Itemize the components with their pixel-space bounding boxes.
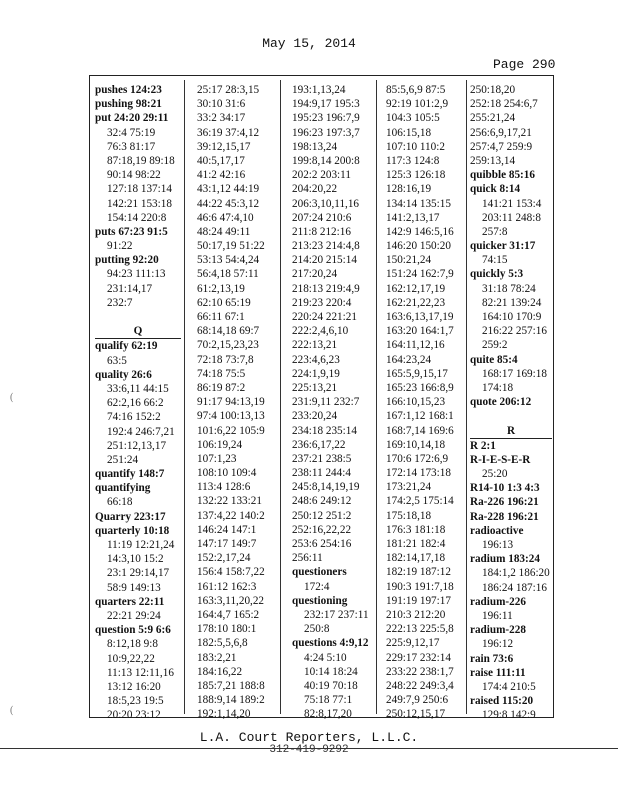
index-entry-line: 257:4,7 259:9	[470, 140, 533, 153]
index-entry-term: radium-226	[470, 595, 526, 608]
index-entry-line: 132:22 133:21	[197, 495, 262, 508]
index-entry-line: 36:19 37:4,12	[197, 126, 260, 139]
footer-phone: 312-419-9292	[269, 744, 349, 756]
index-entry-line: 164:11,12,16	[386, 339, 445, 352]
index-entry-line: 210:3 212:20	[386, 608, 446, 621]
index-entry-line: 256:6,9,17,21	[470, 126, 532, 139]
index-entry-line: 74:18 75:5	[197, 367, 246, 380]
index-entry-line: 231:14,17	[107, 282, 153, 295]
index-entry-line: 33:2 34:17	[197, 112, 246, 125]
index-entry-line: 4:24 5:10	[304, 651, 347, 664]
index-entry-line: 222:13,21	[292, 339, 338, 352]
index-entry-line: 33:6,11 44:15	[107, 382, 169, 395]
index-entry-line: 117:3 124:8	[386, 154, 440, 167]
index-entry-line: 198:13,24	[292, 140, 338, 153]
index-entry-term: qualify 62:19	[95, 340, 158, 353]
index-entry-line: 13:12 16:20	[107, 680, 161, 693]
index-entry-line: 259:2	[482, 339, 508, 352]
index-entry-line: 163:3,11,20,22	[197, 594, 265, 607]
index-entry-term: pushes 124:23	[95, 84, 162, 96]
index-entry-line: 39:12,15,17	[197, 140, 251, 153]
index-entry-line: 172:4	[304, 580, 330, 593]
index-entry-line: 206:3,10,11,16	[292, 197, 360, 210]
index-entry-line: 255:21,24	[470, 112, 516, 125]
index-entry-line: 22:21 29:24	[107, 609, 161, 622]
index-entry-line: 151:24 162:7,9	[386, 268, 454, 281]
column-divider	[184, 80, 185, 714]
index-entry-line: 75:18 77:1	[304, 694, 353, 707]
index-entry-line: 63:5	[107, 354, 127, 367]
index-entry-line: 250:8	[304, 623, 330, 636]
index-entry-line: 250:18,20	[470, 84, 516, 96]
index-entry-line: 48:24 49:11	[197, 225, 251, 238]
index-entry-term: quickly 5:3	[470, 268, 524, 281]
index-entry-line: 233:20,24	[292, 410, 338, 423]
index-entry-line: 225:13,21	[292, 381, 338, 394]
index-entry-line: 141:2,13,17	[386, 211, 440, 224]
index-entry-line: 196:23 197:3,7	[292, 126, 360, 139]
index-entry-line: 92:19 101:2,9	[386, 98, 449, 111]
index-entry-term: questioners	[292, 566, 347, 579]
index-entry-line: 232:7	[107, 296, 133, 309]
index-entry-line: 113:4 128:6	[197, 481, 251, 494]
index-entry-line: 161:12 162:3	[197, 580, 257, 593]
index-entry-line: 162:21,22,23	[386, 296, 446, 309]
index-entry-line: 156:4 158:7,22	[197, 566, 265, 579]
index-entry-line: 94:23 111:13	[107, 268, 166, 281]
index-entry-line: 74:16 152:2	[107, 411, 161, 424]
index-entry-line: 87:18,19 89:18	[107, 154, 175, 167]
index-entry-line: 40:5,17,17	[197, 154, 245, 167]
index-entry-line: 72:18 73:7,8	[197, 353, 254, 366]
index-entry-line: 195:23 196:7,9	[292, 112, 360, 125]
index-entry-line: 142:21 153:18	[107, 197, 172, 210]
index-entry-line: 76:3 81:17	[107, 140, 156, 153]
index-entry-line: 234:18 235:14	[292, 424, 357, 437]
index-column-1	[95, 83, 181, 722]
column-divider	[376, 80, 377, 714]
index-entry-line: 108:10 109:4	[197, 467, 257, 480]
index-entry-term: raised 115:20	[470, 695, 534, 708]
index-entry-line: 245:8,14,19,19	[292, 481, 360, 494]
index-entry-term: quarterly 10:18	[95, 524, 170, 537]
index-entry-line: 166:10,15,23	[386, 396, 446, 409]
index-entry-line: 86:19 87:2	[197, 381, 246, 394]
index-entry-line: 44:22 45:3,12	[197, 197, 260, 210]
index-entry-line: 129:8 142:9	[482, 709, 536, 722]
index-entry-line: 164:10 170:9	[482, 311, 542, 323]
index-entry-term: putting 92:20	[95, 254, 159, 267]
index-entry-line: 82:21 139:24	[482, 296, 542, 309]
index-entry-line: 188:9,14 189:2	[197, 694, 265, 707]
index-entry-term: quality 26:6	[95, 368, 152, 381]
index-entry-line: 97:4 100:13,13	[197, 410, 265, 423]
index-entry-line: 193:1,13,24	[292, 84, 346, 96]
index-entry-line: 32:4 75:19	[107, 126, 156, 139]
index-entry-line: 202:2 203:11	[292, 169, 351, 182]
index-entry-line: 91:22	[107, 240, 133, 253]
index-entry-line: 25:20	[482, 468, 508, 481]
index-entry-line: 192:1,14,20	[197, 708, 251, 721]
index-entry-line: 173:21,24	[386, 481, 432, 494]
footer-company: L.A. Court Reporters, L.L.C.	[199, 730, 419, 745]
page-number: Page 290	[493, 57, 556, 72]
index-entry-line: 216:22 257:16	[482, 325, 547, 338]
index-entry-line: 181:21 182:4	[386, 538, 446, 550]
index-entry-term: R14-10 1:3 4:3	[470, 482, 540, 495]
index-entry-line: 191:19 197:17	[386, 594, 451, 607]
index-entry-line: 174:2,5 175:14	[386, 495, 454, 508]
index-entry-line: 186:24 187:16	[482, 581, 547, 594]
index-entry-term: radioactive	[470, 524, 524, 537]
index-entry-line: 253:6 254:16	[292, 538, 352, 550]
index-entry-line: 18:5,23 19:5	[107, 695, 164, 708]
index-entry-line: 184:16,22	[197, 665, 243, 678]
index-entry-line: 251:12,13,17	[107, 439, 167, 452]
index-entry-line: 185:7,21 188:8	[197, 679, 265, 692]
index-entry-line: 190:3 191:7,18	[386, 580, 454, 593]
index-entry-line: 207:24 210:6	[292, 211, 352, 224]
index-entry-line: 25:17 28:3,15	[197, 84, 260, 96]
index-entry-line: 211:8 212:16	[292, 225, 351, 238]
index-entry-line: 229:17 232:14	[386, 651, 451, 664]
index-entry-line: 174:18	[482, 381, 514, 394]
index-entry-line: 20:20 23:12	[107, 709, 161, 722]
index-entry-line: 257:8	[482, 225, 508, 238]
index-entry-line: 259:13,14	[470, 154, 516, 167]
index-entry-term: Ra-228 196:21	[470, 510, 539, 523]
index-entry-line: 169:10,14,18	[386, 438, 446, 451]
index-entry-term: raise 111:11	[470, 666, 526, 679]
index-entry-line: 178:10 180:1	[197, 623, 257, 636]
index-entry-line	[470, 409, 552, 423]
index-entry-line: 225:9,12,17	[386, 637, 440, 650]
index-section-letter: R	[470, 424, 552, 439]
index-entry-term: quibble 85:16	[470, 169, 535, 182]
index-section-letter: Q	[95, 324, 181, 339]
index-entry-term: quicker 31:17	[470, 240, 536, 253]
index-entry-line: 204:20,22	[292, 183, 338, 196]
index-entry-line: 10:9,22,22	[107, 652, 155, 665]
index-entry-line: 70:2,15,23,23	[197, 339, 259, 352]
index-entry-term: quantifying	[95, 482, 151, 495]
index-column-5	[470, 83, 552, 722]
index-entry-line: 164:4,7 165:2	[197, 608, 260, 621]
column-divider	[466, 80, 467, 714]
index-entry-line: 249:7,9 250:6	[386, 694, 449, 707]
index-entry-term: puts 67:23 91:5	[95, 225, 168, 238]
index-entry-line: 164:23,24	[386, 353, 432, 366]
index-entry-line: 150:21,24	[386, 254, 432, 267]
index-entry-line: 219:23 220:4	[292, 296, 352, 309]
index-entry-line: 14:3,10 15:2	[107, 553, 164, 566]
index-entry-line: 106:19,24	[197, 438, 243, 451]
index-entry-line: 203:11 248:8	[482, 211, 541, 224]
index-entry-line: 68:14,18 69:7	[197, 325, 260, 338]
index-entry-line: 30:10 31:6	[197, 98, 246, 111]
index-column-3	[292, 83, 374, 721]
index-entry-term: Ra-226 196:21	[470, 496, 539, 509]
index-entry-line: 152:2,17,24	[197, 552, 251, 565]
index-entry-line: 170:6 172:6,9	[386, 452, 449, 465]
index-entry-line: 163:6,13,17,19	[386, 311, 454, 323]
index-entry-line: 74:15	[482, 254, 508, 267]
index-entry-line: 183:2,21	[197, 651, 237, 664]
index-entry-line: 46:6 47:4,10	[197, 211, 254, 224]
index-entry-line: 220:24 221:21	[292, 311, 357, 323]
index-entry-line: 217:20,24	[292, 268, 338, 281]
index-entry-line: 125:3 126:18	[386, 169, 446, 182]
index-entry-line: 223:4,6,23	[292, 353, 340, 366]
index-entry-line: 141:21 153:4	[482, 197, 542, 210]
index-entry-line: 137:4,22 140:2	[197, 509, 265, 522]
index-entry-line: 8:12,18 9:8	[107, 638, 158, 651]
index-entry-line: 238:11 244:4	[292, 467, 351, 480]
index-entry-line: 165:5,9,15,17	[386, 367, 448, 380]
index-entry-line: 174:4 210:5	[482, 680, 536, 693]
index-entry-line: 107:10 110:2	[386, 140, 445, 153]
column-divider	[280, 80, 281, 714]
index-entry-line: 41:2 42:16	[197, 169, 246, 182]
index-entry-term: R 2:1	[470, 439, 496, 452]
index-entry-line: 222:13 225:5,8	[386, 623, 454, 636]
index-entry-line: 58:9 149:13	[107, 581, 161, 594]
index-entry-line: 196:13	[482, 539, 514, 551]
index-entry-line: 146:24 147:1	[197, 523, 257, 536]
index-entry-line: 165:23 166:8,9	[386, 381, 454, 394]
index-entry-line: 213:23 214:4,8	[292, 240, 360, 253]
index-entry-line: 196:11	[482, 609, 513, 622]
index-entry-line: 106:15,18	[386, 126, 432, 139]
index-entry-line: 82:8,17,20	[304, 708, 352, 721]
index-entry-line: 168:7,14 169:6	[386, 424, 454, 437]
index-column-4	[386, 83, 464, 721]
index-entry-term: quarters 22:11	[95, 595, 165, 608]
index-entry-term: R-I-E-S-E-R	[470, 453, 531, 466]
index-entry-term: radium-228	[470, 624, 526, 637]
index-entry-line: 154:14 220:8	[107, 211, 167, 224]
index-entry-line: 236:6,17,22	[292, 438, 346, 451]
index-entry-line: 252:16,22,22	[292, 523, 352, 536]
index-entry-line: 11:19 12:21,24	[107, 539, 175, 551]
index-entry-line: 184:1,2 186:20	[482, 567, 550, 580]
index-entry-line: 176:3 181:18	[386, 523, 446, 536]
index-entry-line: 251:24	[107, 453, 139, 466]
index-entry-line: 163:20 164:1,7	[386, 325, 454, 338]
index-entry-line: 175:18,18	[386, 509, 432, 522]
margin-mark: (	[10, 392, 14, 403]
margin-mark: (	[10, 705, 14, 716]
index-entry-line: 252:18 254:6,7	[470, 98, 538, 111]
index-entry-term: questioning	[292, 594, 348, 607]
index-entry-line: 250:12 251:2	[292, 509, 352, 522]
header-date: May 15, 2014	[262, 36, 356, 51]
index-entry-line: 91:17 94:13,19	[197, 396, 265, 409]
index-entry-line: 162:12,17,19	[386, 282, 446, 295]
index-entry-line: 182:14,17,18	[386, 552, 446, 565]
index-entry-line: 248:6 249:12	[292, 495, 352, 508]
index-entry-line: 232:17 237:11	[304, 608, 369, 621]
index-entry-term: quote 206:12	[470, 396, 532, 409]
index-entry-term: question 5:9 6:6	[95, 624, 171, 637]
index-entry-line: 53:13 54:4,24	[197, 254, 260, 267]
index-entry-line: 50:17,19 51:22	[197, 240, 265, 253]
index-entry-term: quite 85:4	[470, 353, 518, 366]
index-entry-term: radium 183:24	[470, 553, 540, 566]
index-entry-line: 142:9 146:5,16	[386, 225, 454, 238]
index-entry-line: 85:5,6,9 87:5	[386, 84, 446, 96]
index-entry-term: Quarry 223:17	[95, 510, 166, 523]
index-entry-line: 23:1 29:14,17	[107, 567, 170, 580]
index-entry-line: 224:1,9,19	[292, 367, 340, 380]
index-entry-line: 43:1,12 44:19	[197, 183, 260, 196]
index-entry-line: 182:5,5,6,8	[197, 637, 248, 650]
index-entry-line: 128:16,19	[386, 183, 432, 196]
index-entry-line: 199:8,14 200:8	[292, 154, 360, 167]
index-entry-line: 56:4,18 57:11	[197, 268, 259, 281]
index-entry-line: 127:18 137:14	[107, 183, 172, 196]
index-entry-line: 250:12,15,17	[386, 708, 446, 721]
index-entry-term: quick 8:14	[470, 183, 521, 196]
index-entry-line: 146:20 150:20	[386, 240, 451, 253]
index-entry-line: 222:2,4,6,10	[292, 325, 349, 338]
index-entry-line: 172:14 173:18	[386, 467, 451, 480]
index-entry-line: 61:2,13,19	[197, 282, 245, 295]
index-entry-line: 194:9,17 195:3	[292, 98, 360, 111]
index-entry-line: 182:19 187:12	[386, 566, 451, 579]
index-entry-line: 231:9,11 232:7	[292, 396, 360, 409]
index-entry-line: 233:22 238:1,7	[386, 665, 454, 678]
index-entry-line: 237:21 238:5	[292, 452, 352, 465]
index-entry-line: 147:17 149:7	[197, 538, 257, 550]
index-entry-line: 31:18 78:24	[482, 282, 536, 295]
index-entry-line: 10:14 18:24	[304, 665, 358, 678]
index-entry-line: 256:11	[292, 552, 323, 565]
index-entry-line: 167:1,12 168:1	[386, 410, 454, 423]
index-entry-term: questions 4:9,12	[292, 637, 369, 650]
index-entry-line: 40:19 70:18	[304, 679, 358, 692]
index-entry-line: 218:13 219:4,9	[292, 282, 360, 295]
index-entry-line: 62:10 65:19	[197, 296, 251, 309]
index-entry-line	[95, 310, 181, 324]
index-entry-line: 11:13 12:11,16	[107, 666, 174, 679]
index-entry-line: 248:22 249:3,4	[386, 679, 454, 692]
index-entry-term: pushing 98:21	[95, 98, 162, 111]
index-entry-line: 90:14 98:22	[107, 169, 161, 182]
index-entry-term: put 24:20 29:11	[95, 112, 169, 125]
index-entry-line: 104:3 105:5	[386, 112, 440, 125]
index-entry-line: 66:18	[107, 496, 133, 509]
index-entry-line: 214:20 215:14	[292, 254, 357, 267]
index-entry-line: 62:2,16 66:2	[107, 397, 164, 410]
index-entry-line: 66:11 67:1	[197, 311, 245, 323]
index-entry-term: rain 73:6	[470, 652, 514, 665]
index-entry-line: 168:17 169:18	[482, 367, 547, 380]
index-entry-line: 107:1,23	[197, 452, 237, 465]
index-entry-line: 192:4 246:7,21	[107, 425, 175, 438]
index-entry-line: 196:12	[482, 638, 514, 651]
index-entry-line: 134:14 135:15	[386, 197, 451, 210]
index-entry-line: 101:6,22 105:9	[197, 424, 265, 437]
index-entry-term: quantify 148:7	[95, 468, 165, 481]
index-column-2	[197, 83, 279, 721]
